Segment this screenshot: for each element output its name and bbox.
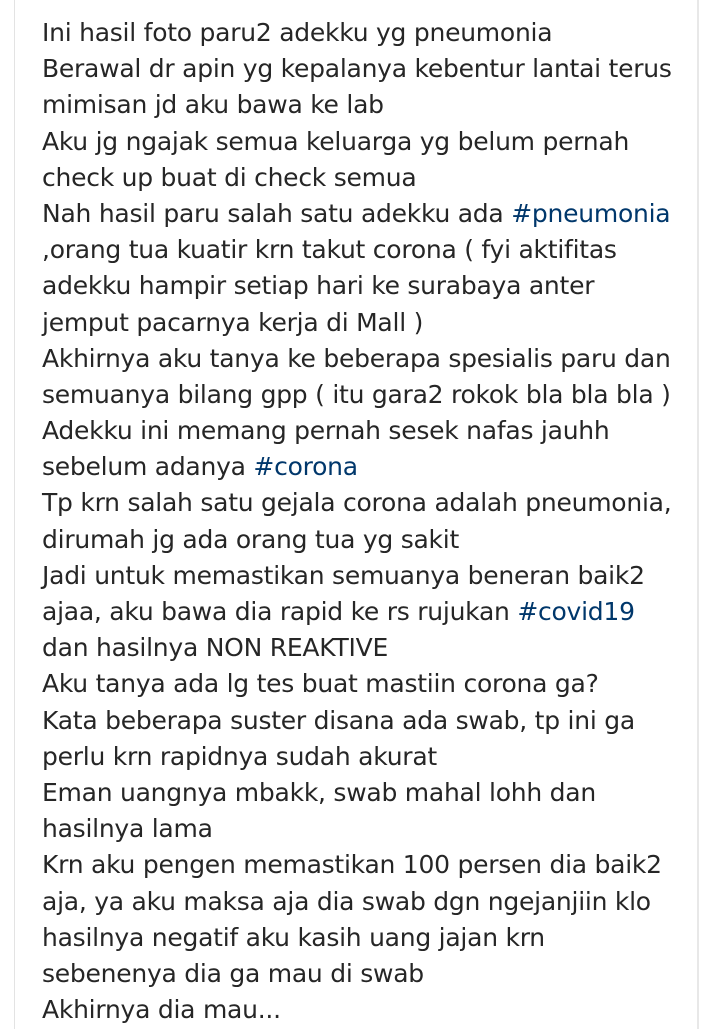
caption-text: perlu krn rapidnya sudah akurat (42, 741, 437, 771)
caption-line (42, 739, 697, 775)
caption-line (42, 485, 697, 521)
caption-text: Eman uangnya mbakk, swab mahal lohh dan (42, 777, 596, 807)
caption-line (42, 51, 697, 87)
caption-text: Tp krn salah satu gejala corona adalah pneumonia, (42, 488, 672, 518)
caption-text: Aku tanya ada lg tes buat mastiin corona ga? (42, 669, 599, 699)
caption-text: adekku hampir setiap hari ke surabaya anter (42, 271, 595, 301)
caption-line (42, 377, 697, 413)
caption-text: Nah hasil paru salah satu adekku ada (42, 198, 512, 228)
caption-line (42, 558, 697, 594)
caption-line (42, 15, 697, 51)
caption-text: aja, ya aku maksa aja dia swab dgn ngejanjiin klo (42, 886, 651, 916)
caption-text: hasilnya negatif aku kasih uang jajan krn (42, 922, 545, 952)
caption-text: Krn aku pengen memastikan 100 persen dia baik2 (42, 850, 662, 880)
caption-text: Akhirnya aku tanya ke beberapa spesialis paru dan (42, 343, 671, 373)
caption-line (42, 160, 697, 196)
caption-line (42, 341, 697, 377)
caption-text: dan hasilnya NON REAKTIVE (42, 633, 389, 663)
caption-line (42, 87, 697, 123)
caption-text: Adekku ini memang pernah sesek nafas jauhh (42, 416, 610, 446)
hashtag-link[interactable]: #covid19 (517, 597, 635, 626)
caption-text: sebenenya dia ga mau di swab (42, 958, 424, 988)
caption-line (42, 884, 697, 920)
caption-text: jemput pacarnya kerja di Mall ) (42, 307, 424, 337)
caption-text: ,orang tua kuatir krn takut corona ( fyi aktifitas (42, 235, 617, 265)
caption-text: Ini hasil foto paru2 adekku yg pneumonia (42, 18, 553, 47)
caption-line (42, 413, 697, 449)
caption-line (42, 992, 697, 1028)
caption-text: sebelum adanya (42, 452, 254, 482)
caption-line (42, 594, 697, 630)
caption-text: Akhirnya dia mau... (42, 995, 281, 1025)
scrollbar-track[interactable] (697, 0, 699, 1029)
caption-text: Kata beberapa suster disana ada swab, tp ini ga (42, 705, 635, 735)
caption-text: dirumah jg ada orang tua yg sakit (42, 524, 460, 554)
caption-text: Aku jg ngajak semua keluarga yg belum pernah (42, 126, 630, 156)
caption-line (42, 703, 697, 739)
caption-text: mimisan jd aku bawa ke lab (42, 90, 384, 120)
caption-line (42, 268, 697, 304)
caption-text: semuanya bilang gpp ( itu gara2 rokok bla bla bla ) (42, 379, 671, 409)
caption-line (42, 196, 697, 232)
post-caption (42, 15, 697, 1028)
caption-line (42, 630, 697, 666)
caption-line (42, 522, 697, 558)
caption-text: ajaa, aku bawa dia rapid ke rs rujukan (42, 597, 518, 626)
caption-text: Jadi untuk memastikan semuanya beneran baik2 (42, 560, 645, 590)
caption-line (42, 811, 697, 847)
caption-line (42, 666, 697, 702)
hashtag-link[interactable]: #corona (253, 452, 358, 482)
left-edge-divider (14, 0, 15, 1029)
caption-line (42, 775, 697, 811)
caption-line (42, 232, 697, 268)
caption-text: Berawal dr apin yg kepalanya kebentur lantai terus (42, 54, 672, 84)
caption-line (42, 956, 697, 992)
caption-text: hasilnya lama (42, 814, 213, 844)
caption-line (42, 847, 697, 883)
caption-text: check up buat di check semua (42, 162, 417, 192)
hashtag-link[interactable]: #pneumonia (511, 198, 671, 228)
caption-line (42, 449, 697, 485)
caption-line (42, 305, 697, 341)
caption-line (42, 124, 697, 160)
caption-line (42, 920, 697, 956)
